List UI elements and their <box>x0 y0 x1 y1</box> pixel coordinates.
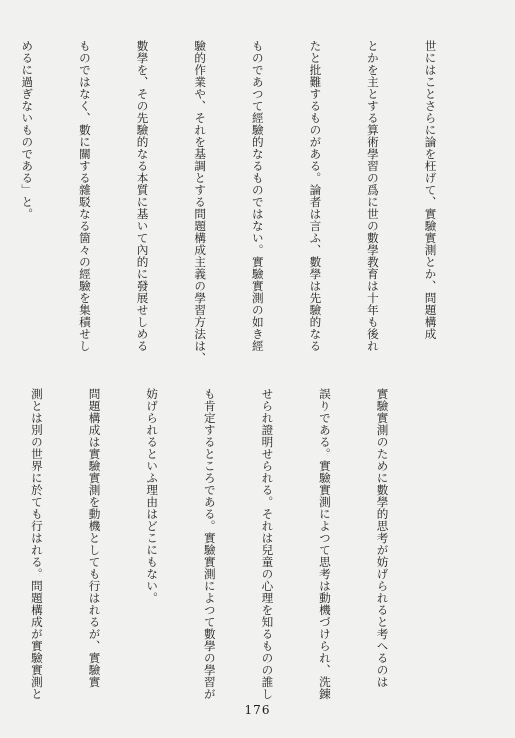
text-column: 世にはことさらに論を枉げて、實驗實測とか、問題構成 <box>423 40 438 340</box>
text-column: 誤りである。實驗實測によつて思考は動機づけられ、洗錬 <box>317 388 332 700</box>
text-column: 妨げられるといふ理由はどこにもない。 <box>145 388 160 604</box>
text-column: 測とは別の世界に於ても行はれる。問題構成が實驗實測と <box>29 388 44 700</box>
page-number: 176 <box>244 703 271 717</box>
text-column: たと批難するものがある。論者は言ふ、數學は先驗的なる <box>308 40 323 352</box>
text-column: 數學を、その先驗的なる本質に基いて內的に發展せしめる <box>135 40 150 352</box>
text-column: めるに過ぎないものである」と。 <box>20 40 35 220</box>
lower-text-block <box>0 388 430 700</box>
text-column: も肯定するところである。實驗實測によつて數學の學習が <box>202 388 217 700</box>
upper-text-block <box>0 40 478 366</box>
text-column: せられ證明せられる。それは兒童の心理を知るものの誰し <box>260 388 275 700</box>
text-column: 驗的作業や、それを基調とする問題構成主義の學習方法は、 <box>193 40 208 364</box>
text-column: とかを主とする算術學習の爲に世の數學教育は十年も後れ <box>365 40 380 352</box>
text-column: ものであつて經驗的なるものではない。實驗實測の如き經 <box>250 40 265 352</box>
text-column: ものではなく、數に關する雜駁なる箇々の經驗を集積せし <box>77 40 92 352</box>
text-column: 問題構成は實驗實測を動機としても行はれるが、實驗實 <box>87 388 102 688</box>
text-column: 實驗實測のために數學的思考が妨げられると考へるのは <box>375 388 390 688</box>
